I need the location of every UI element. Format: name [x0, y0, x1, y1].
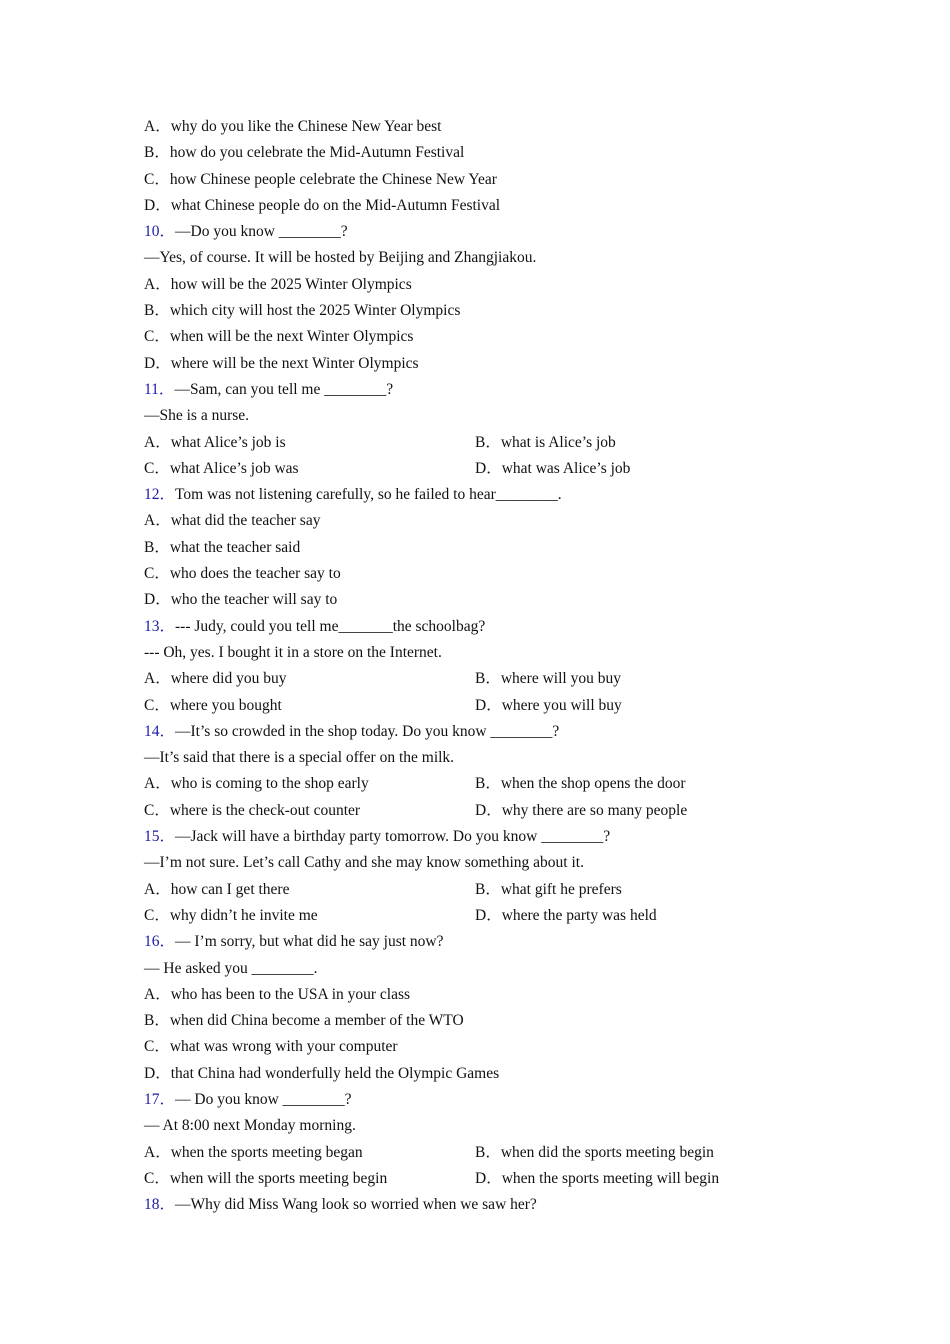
- question-stem: —It’s so crowded in the shop today. Do you know ________?: [175, 722, 560, 740]
- option-b: B．what is Alice’s job: [475, 433, 616, 451]
- option-row: [144, 798, 824, 824]
- question-17: [144, 1087, 824, 1113]
- dialogue-reply: —I’m not sure. Let’s call Cathy and she may know something about it.: [144, 854, 584, 872]
- question-stem: —Why did Miss Wang look so worried when we saw her?: [175, 1196, 537, 1214]
- question-13: [144, 614, 824, 640]
- option-c: C．where is the check-out counter: [144, 801, 361, 819]
- option-a: A．when the sports meeting began: [144, 1143, 363, 1161]
- option-b: B．what the teacher said: [144, 538, 301, 556]
- option-row: [144, 1140, 824, 1166]
- question-10: [144, 219, 824, 245]
- option-d: D．where you will buy: [475, 696, 622, 714]
- option-a: A．what Alice’s job is: [144, 433, 286, 451]
- question-16: [144, 929, 824, 955]
- question-number: 15．: [144, 828, 176, 846]
- option-a: A．where did you buy: [144, 670, 287, 688]
- dialogue-reply: —She is a nurse.: [144, 407, 250, 425]
- question-number: 16．: [144, 933, 176, 951]
- option-d: D．when the sports meeting will begin: [475, 1169, 720, 1187]
- question-stem: —Jack will have a birthday party tomorrow. Do you know ________?: [175, 828, 611, 846]
- option-d: D．where the party was held: [475, 906, 657, 924]
- option-b: B．how do you celebrate the Mid-Autumn Festival: [144, 144, 465, 162]
- worksheet-page: [144, 114, 824, 1218]
- option-row: [144, 456, 824, 482]
- option-c: C．when will be the next Winter Olympics: [144, 328, 414, 346]
- option-a: A．who has been to the USA in your class: [144, 985, 411, 1003]
- option-row: [144, 693, 824, 719]
- question-number: 18．: [144, 1196, 176, 1214]
- question-number: 14．: [144, 722, 176, 740]
- option-c: C．who does the teacher say to: [144, 565, 341, 583]
- option-d: D．who the teacher will say to: [144, 591, 338, 609]
- question-11: [144, 377, 824, 403]
- option-row: [144, 771, 824, 797]
- question-stem: Tom was not listening carefully, so he failed to hear________.: [175, 486, 562, 504]
- question-18: [144, 1192, 824, 1218]
- option-d: D．why there are so many people: [475, 801, 688, 819]
- question-15: [144, 824, 824, 850]
- option-row: [144, 430, 824, 456]
- option-a: A．how will be the 2025 Winter Olympics: [144, 275, 412, 293]
- option-b: B．when did China become a member of the WTO: [144, 1012, 464, 1030]
- option-b: B．when did the sports meeting begin: [475, 1143, 714, 1161]
- question-number: 12．: [144, 486, 176, 504]
- option-c: C．where you bought: [144, 696, 282, 714]
- option-b: B．which city will host the 2025 Winter Olympics: [144, 302, 461, 320]
- option-c: C．how Chinese people celebrate the Chinese New Year: [144, 170, 497, 188]
- option-d: D．where will be the next Winter Olympics: [144, 354, 419, 372]
- option-a: A．who is coming to the shop early: [144, 775, 369, 793]
- dialogue-reply: —Yes, of course. It will be hosted by Beijing and Zhangjiakou.: [144, 249, 537, 267]
- option-c: C．what was wrong with your computer: [144, 1038, 398, 1056]
- question-stem: —Do you know ________?: [175, 223, 348, 241]
- question-number: 10．: [144, 223, 176, 241]
- question-stem: —Sam, can you tell me ________?: [174, 380, 394, 398]
- option-c: C．what Alice’s job was: [144, 459, 299, 477]
- question-14: [144, 719, 824, 745]
- question-stem: — I’m sorry, but what did he say just now?: [175, 933, 444, 951]
- question-number: 17．: [144, 1090, 176, 1108]
- question-12: [144, 482, 824, 508]
- option-a: A．how can I get there: [144, 880, 290, 898]
- option-d: D．what was Alice’s job: [475, 459, 631, 477]
- question-number: 11．: [144, 380, 175, 398]
- option-b: B．where will you buy: [475, 670, 621, 688]
- option-a: A．what did the teacher say: [144, 512, 321, 530]
- option-b: B．what gift he prefers: [475, 880, 622, 898]
- question-stem: — Do you know ________?: [175, 1090, 352, 1108]
- dialogue-reply: — At 8:00 next Monday morning.: [144, 1117, 356, 1135]
- option-row: [144, 1166, 824, 1192]
- dialogue-reply: --- Oh, yes. I bought it in a store on the Internet.: [144, 643, 442, 661]
- dialogue-reply: — He asked you ________.: [144, 959, 318, 977]
- option-row: [144, 903, 824, 929]
- question-stem: --- Judy, could you tell me_______the schoolbag?: [175, 617, 486, 635]
- option-c: C．when will the sports meeting begin: [144, 1169, 388, 1187]
- option-row: [144, 666, 824, 692]
- question-number: 13．: [144, 617, 176, 635]
- option-c: C．why didn’t he invite me: [144, 906, 318, 924]
- option-a: A．why do you like the Chinese New Year best: [144, 118, 442, 135]
- dialogue-reply: —It’s said that there is a special offer on the milk.: [144, 749, 455, 767]
- option-d: D．what Chinese people do on the Mid-Autumn Festival: [144, 196, 501, 214]
- option-b: B．when the shop opens the door: [475, 775, 686, 793]
- option-row: [144, 877, 824, 903]
- option-d: D．that China had wonderfully held the Olympic Games: [144, 1064, 500, 1082]
